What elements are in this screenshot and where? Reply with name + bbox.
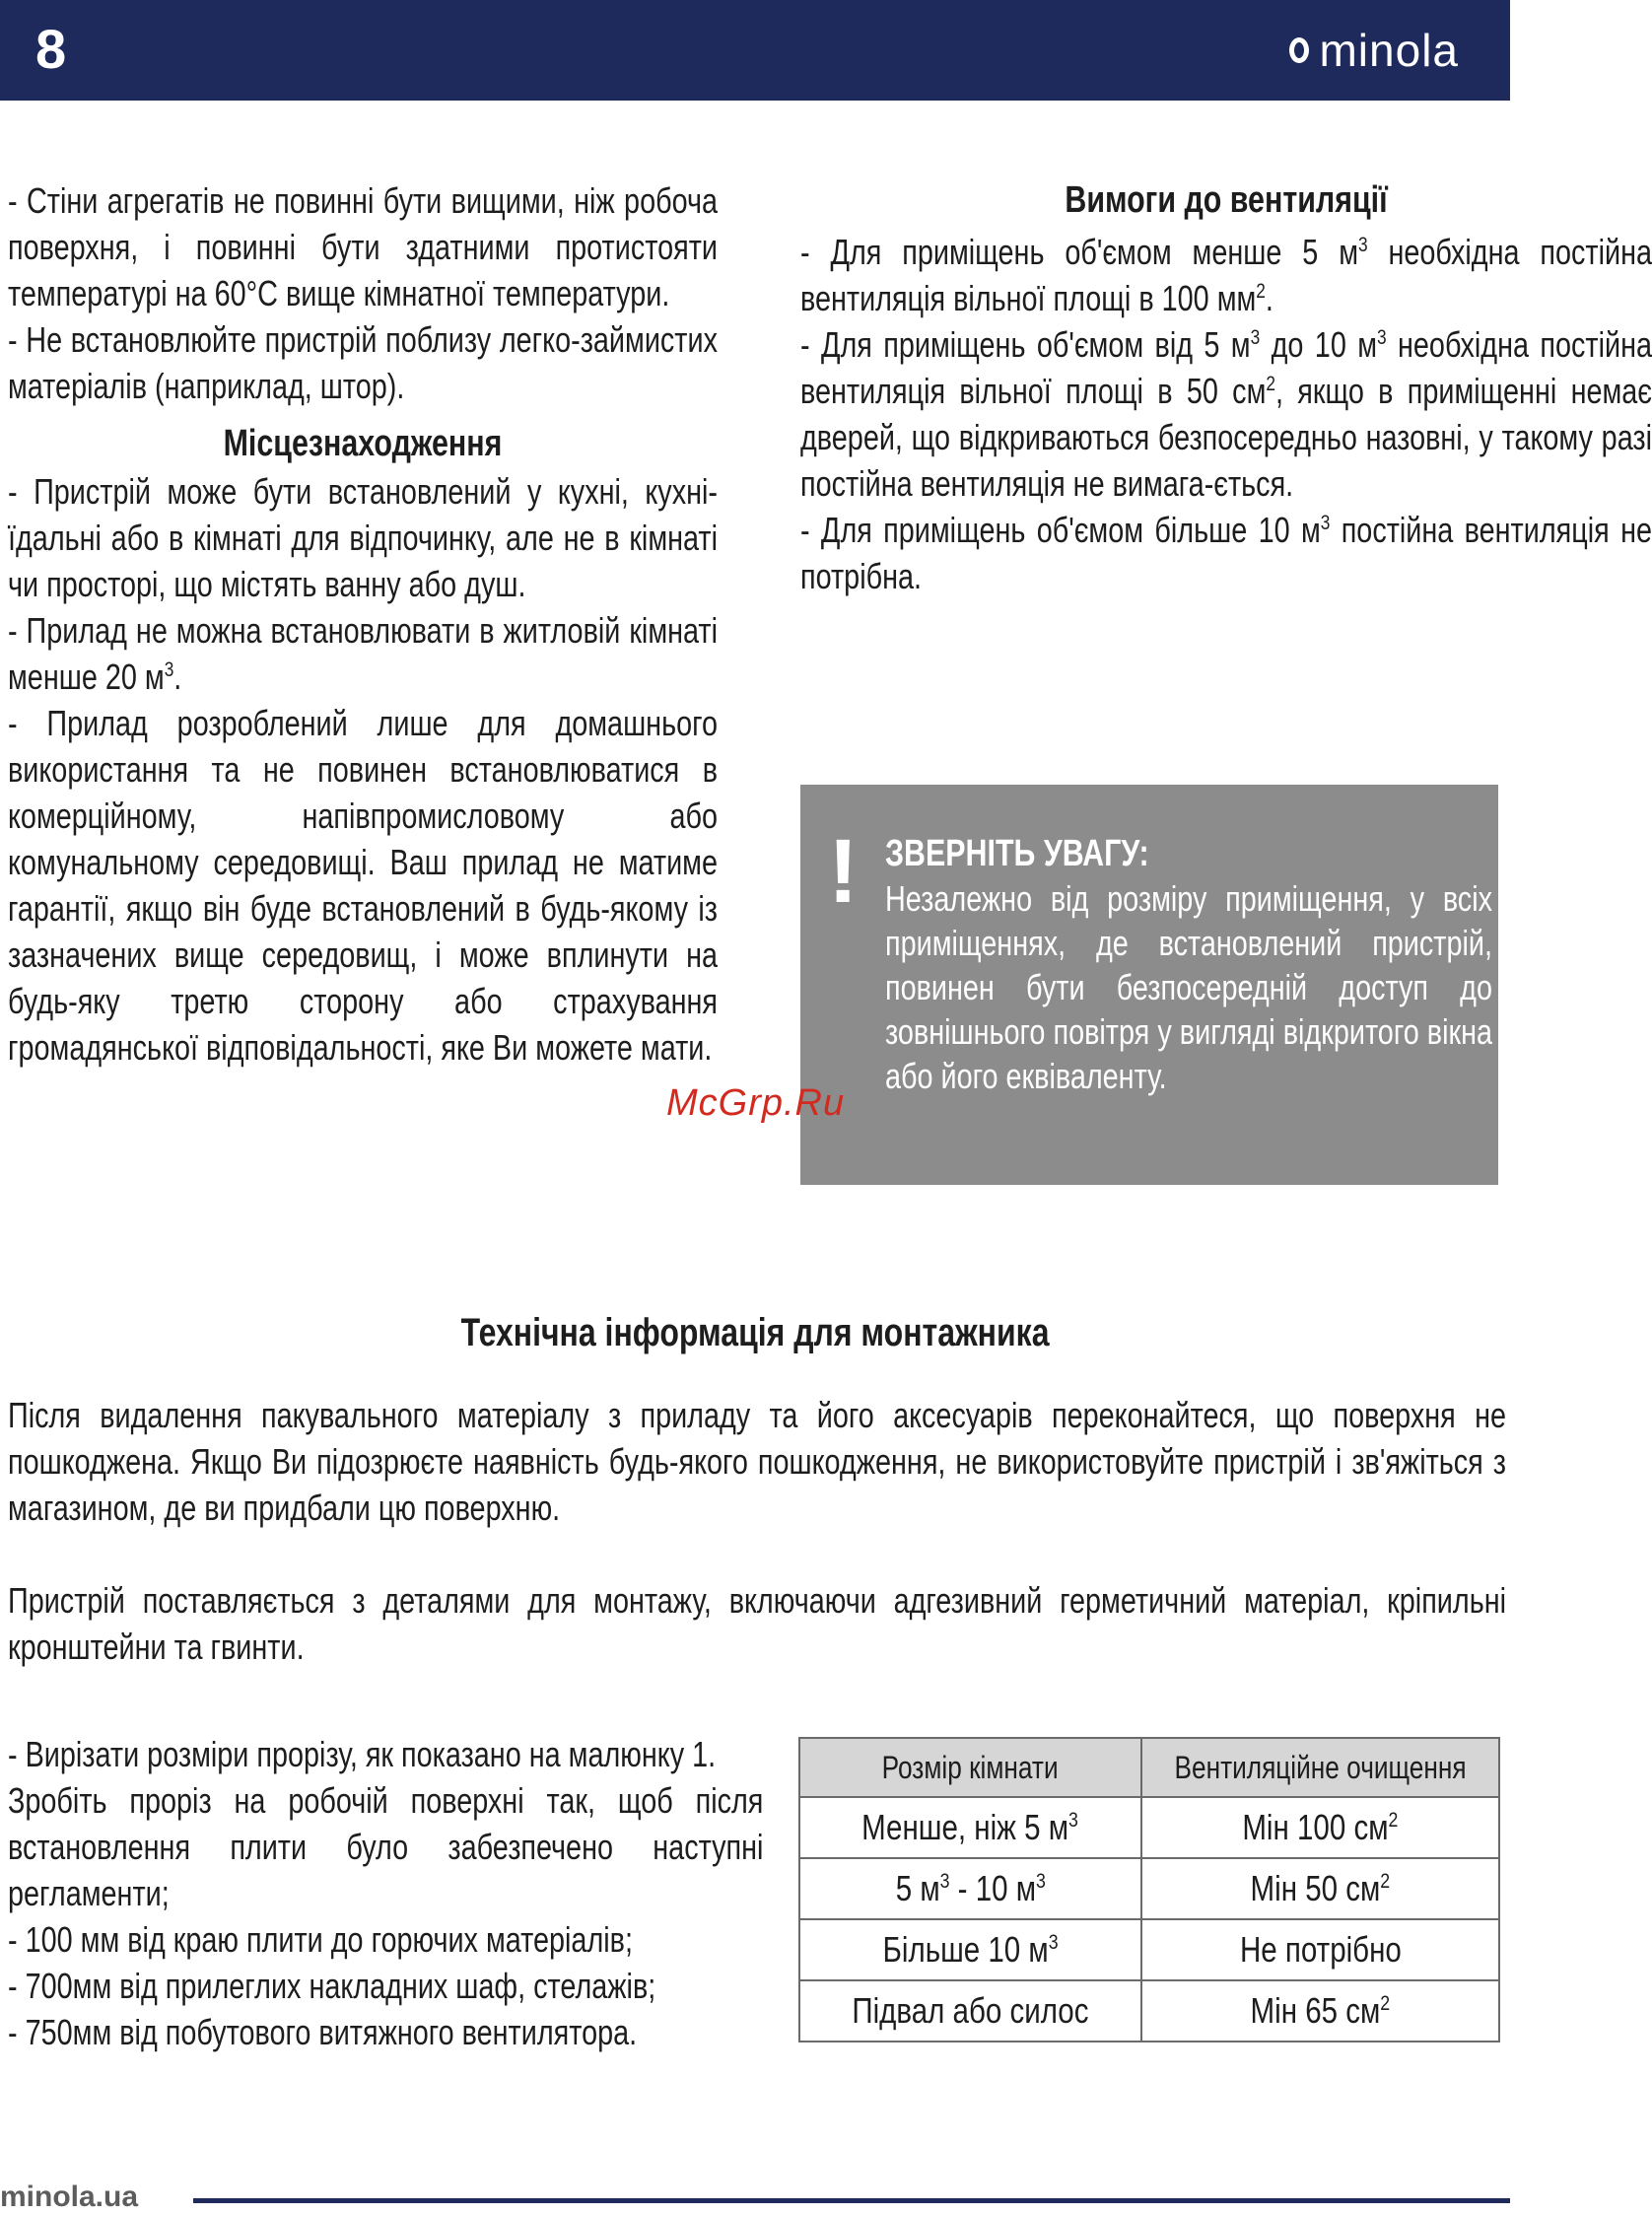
brand-logo — [1289, 26, 1459, 75]
table-header-cell: Вентиляційне очищення — [1141, 1738, 1499, 1797]
notice-title: ЗВЕРНІТЬ УВАГУ: — [885, 833, 1149, 874]
page-number: 8 — [35, 18, 67, 80]
technical-heading: Технічна інформація для монтажника — [460, 1311, 1050, 1354]
table-row — [799, 1797, 1499, 1858]
technical-paragraph-1: Після видалення пакувального матеріалу з приладу та його аксесуарів переконайтеся, що поверхня не пошкоджена. Якщо Ви підозрюєте наявність будь-якого пошкодження, не використовуйте пристрій і зв'яжіться з магазином, де ви придбали цю поверхню. — [8, 1395, 1506, 1528]
location-heading: Місцезнаходження — [223, 423, 503, 464]
exclamation-icon: ! — [828, 821, 859, 922]
ventilation-rule-1: - Для приміщень об'ємом менше 5 $м^3$ необхідна постійна вентиляція вільної площі в 100 $мм^2$. — [800, 232, 1652, 318]
footer-divider — [193, 2198, 1510, 2203]
table-cell: Мін 65 $см^2$ — [1141, 1980, 1499, 2042]
notice-text: Незалежно від розміру приміщення, у всіх приміщеннях, де встановлений пристрій, повинен бути безпосередній доступ до зовнішнього повітря у вигляді відкритого вікна або його еквіваленту. — [885, 878, 1492, 1096]
footer-website: minola.ua — [0, 2180, 139, 2213]
ventilation-rule-2: - Для приміщень об'ємом від 5 $м^3$ до 10 $м^3$ необхідна постійна вентиляція вільної площі в 50 $см^2$, якщо в приміщенні немає дверей, що відкриваються безпосередньо назовні, у такому разі постійна вентиляція не вимага-ється. — [800, 324, 1652, 504]
installation-instructions — [8, 1731, 763, 2055]
ventilation-table — [798, 1737, 1500, 2042]
ventilation-rule-3: - Для приміщень об'ємом більше 10 $м^3$ постійна вентиляція не потрібна. — [800, 510, 1652, 596]
logo-ring-icon — [1289, 37, 1309, 63]
cut-instruction: - Вирізати розміри прорізу, як показано на малюнку 1. — [8, 1734, 717, 1774]
rule-item: - 750мм від побутового витяжного вентилятора. — [8, 2012, 638, 2052]
table-cell: Менше, ніж 5 $м^3$ — [799, 1797, 1141, 1858]
location-paragraph-2: - Прилад не можна встановлювати в житловій кімнаті менше 20 $м^3$. — [8, 610, 718, 697]
cut-requirements: Зробіть проріз на робочій поверхні так, щоб після встановлення плити було забезпечено наступні регламенти; — [8, 1780, 764, 1913]
ventilation-heading: Вимоги до вентиляції — [1065, 179, 1388, 221]
table-cell: Більше 10 $м^3$ — [799, 1919, 1141, 1980]
location-paragraph-1: - Пристрій може бути встановлений у кухні, кухні-їдальні або в кімнаті для відпочинку, але не в кімнаті чи просторі, що містять ванну або душ. — [8, 471, 718, 604]
notice-box — [800, 785, 1498, 1185]
rule-item: - 100 мм від краю плити до горючих матеріалів; — [8, 1919, 633, 1960]
technical-paragraph-2: Пристрій поставляється з деталями для монтажу, включаючи адгезивний герметичний матеріал, кріпильні кронштейни та гвинти. — [8, 1580, 1506, 1667]
table-header-cell: Розмір кімнати — [799, 1738, 1141, 1797]
table-row — [799, 1919, 1499, 1980]
table-header-row — [799, 1738, 1499, 1797]
table-cell: Не потрібно — [1141, 1919, 1499, 1980]
left-column — [8, 177, 718, 1071]
intro-paragraph-2: - Не встановлюйте пристрій поблизу легко-займистих матеріалів (наприклад, штор). — [8, 319, 718, 406]
intro-paragraph-1: - Стіни агрегатів не повинні бути вищими, ніж робоча поверхня, і повинні бути здатними протистояти температурі на 60°C вище кімнатної температури. — [8, 180, 718, 313]
location-paragraph-3: - Прилад розроблений лише для домашнього використання та не повинен встановлюватися в комерційному, напівпромисловому або комунальному середовищі. Ваш прилад не матиме гарантії, якщо він буде встановлений в будь-якому із зазначених вище середовищ, і може вплинути на будь-яку третю сторону або страхування громадянської відповідальності, яке Ви можете мати. — [8, 703, 718, 1068]
brand-name: minola — [1319, 25, 1459, 76]
watermark: McGrp.Ru — [666, 1082, 846, 1124]
table-cell: Мін 100 $см^2$ — [1141, 1797, 1499, 1858]
page-header — [0, 0, 1510, 101]
right-column — [800, 175, 1652, 599]
table-cell: Підвал або силос — [799, 1980, 1141, 2042]
table-row — [799, 1980, 1499, 2042]
table-cell: Мін 50 $см^2$ — [1141, 1858, 1499, 1919]
table-row — [799, 1858, 1499, 1919]
rule-item: - 700мм від прилеглих накладних шаф, стелажів; — [8, 1966, 656, 2006]
table-cell: 5 $м^3 - 10$ $м^3$ — [799, 1858, 1141, 1919]
